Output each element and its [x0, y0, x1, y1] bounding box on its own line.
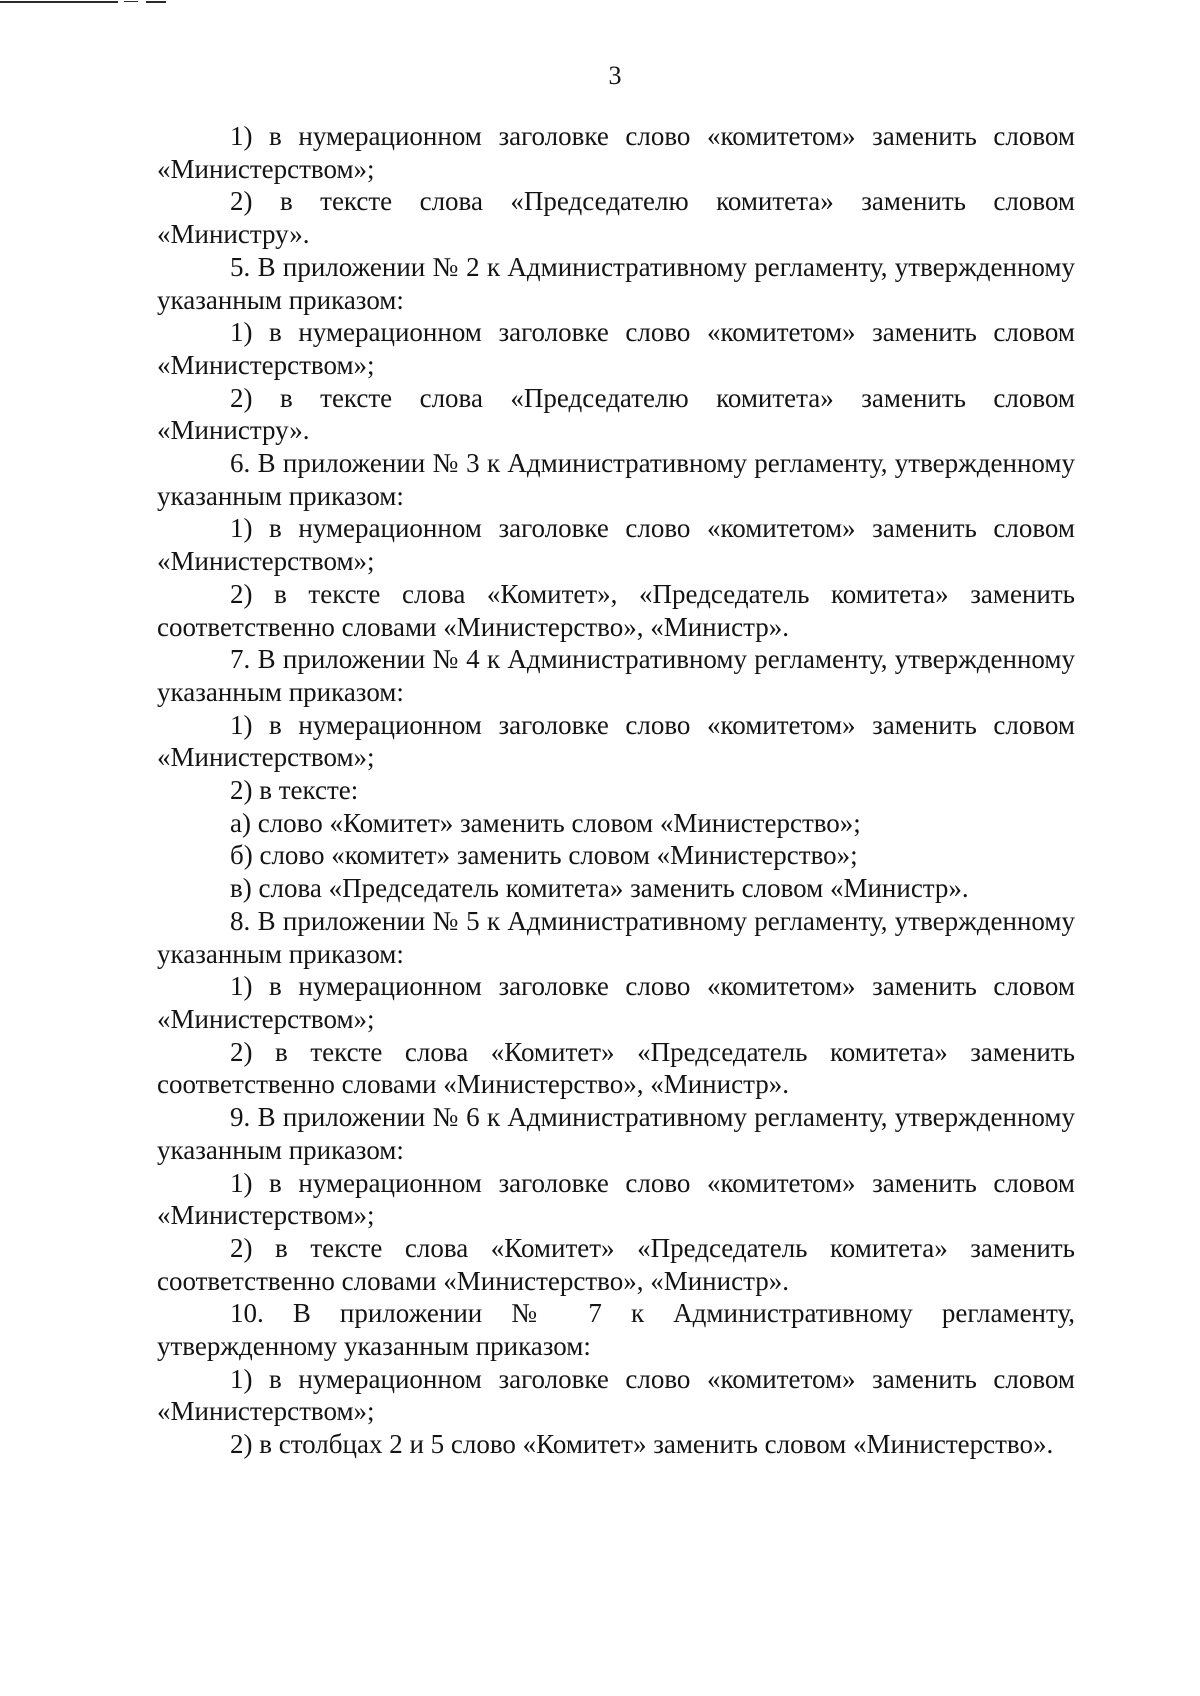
paragraph: 1) в нумерационном заголовке слово «комитетом» заменить словом «Министерством»;	[157, 317, 1075, 380]
paragraph: 1) в нумерационном заголовке слово «комитетом» заменить словом «Министерством»;	[157, 709, 1075, 773]
paragraph: а) слово «Комитет» заменить словом «Министерство»;	[230, 807, 861, 838]
paragraph: б) слово «комитет» заменить словом «Министерство»;	[230, 840, 858, 871]
paragraph: 8. В приложении № 5 к Административному регламенту, утвержденному указанным приказом:	[157, 905, 1075, 969]
paragraph: 1) в нумерационном заголовке слово «комитетом» заменить словом «Министерством»;	[157, 1167, 1075, 1231]
paragraph: 2) в тексте слова «Комитет», «Председатель комитета» заменить соответственно словами «Министерство», «Министр».	[157, 578, 1075, 642]
paragraph: в) слова «Председатель комитета» заменить словом «Министр».	[230, 873, 969, 904]
paragraph: 7. В приложении № 4 к Административному регламенту, утвержденному указанным приказом:	[157, 644, 1075, 707]
paragraph: 1) в нумерационном заголовке слово «комитетом» заменить словом «Министерством»;	[157, 121, 1075, 184]
paragraph: 1) в нумерационном заголовке слово «комитетом» заменить словом «Министерством»;	[157, 513, 1075, 577]
paragraph: 10. В приложении № 7 к Административному регламенту, утвержденному указанным приказом:	[157, 1298, 1075, 1362]
paragraph: 2) в тексте слова «Комитет» «Председатель комитета» заменить соответственно словами «Министерство», «Министр».	[157, 1232, 1075, 1296]
paragraph: 2) в столбцах 2 и 5 слово «Комитет» заменить словом «Министерство».	[230, 1429, 1054, 1460]
paragraph: 1) в нумерационном заголовке слово «комитетом» заменить словом «Министерством»;	[157, 1363, 1075, 1427]
page-number: 3	[608, 61, 622, 90]
document-body	[157, 120, 1075, 1461]
paragraph: 5. В приложении № 2 к Административному регламенту, утвержденному указанным приказом:	[157, 251, 1075, 315]
paragraph: 1) в нумерационном заголовке слово «комитетом» заменить словом «Министерством»;	[157, 971, 1075, 1034]
paragraph: 2) в тексте слова «Председателю комитета» заменить словом «Министру».	[157, 186, 1075, 250]
scan-edge-mark	[0, 0, 172, 6]
paragraph: 2) в тексте слова «Комитет» «Председатель комитета» заменить соответственно словами «Министерство», «Министр».	[157, 1036, 1075, 1100]
paragraph: 2) в тексте:	[230, 775, 359, 806]
paragraph: 9. В приложении № 6 к Административному регламенту, утвержденному указанным приказом:	[157, 1102, 1075, 1165]
paragraph: 6. В приложении № 3 к Административному регламенту, утвержденному указанным приказом:	[157, 448, 1075, 511]
paragraph: 2) в тексте слова «Председателю комитета» заменить словом «Министру».	[157, 382, 1075, 446]
